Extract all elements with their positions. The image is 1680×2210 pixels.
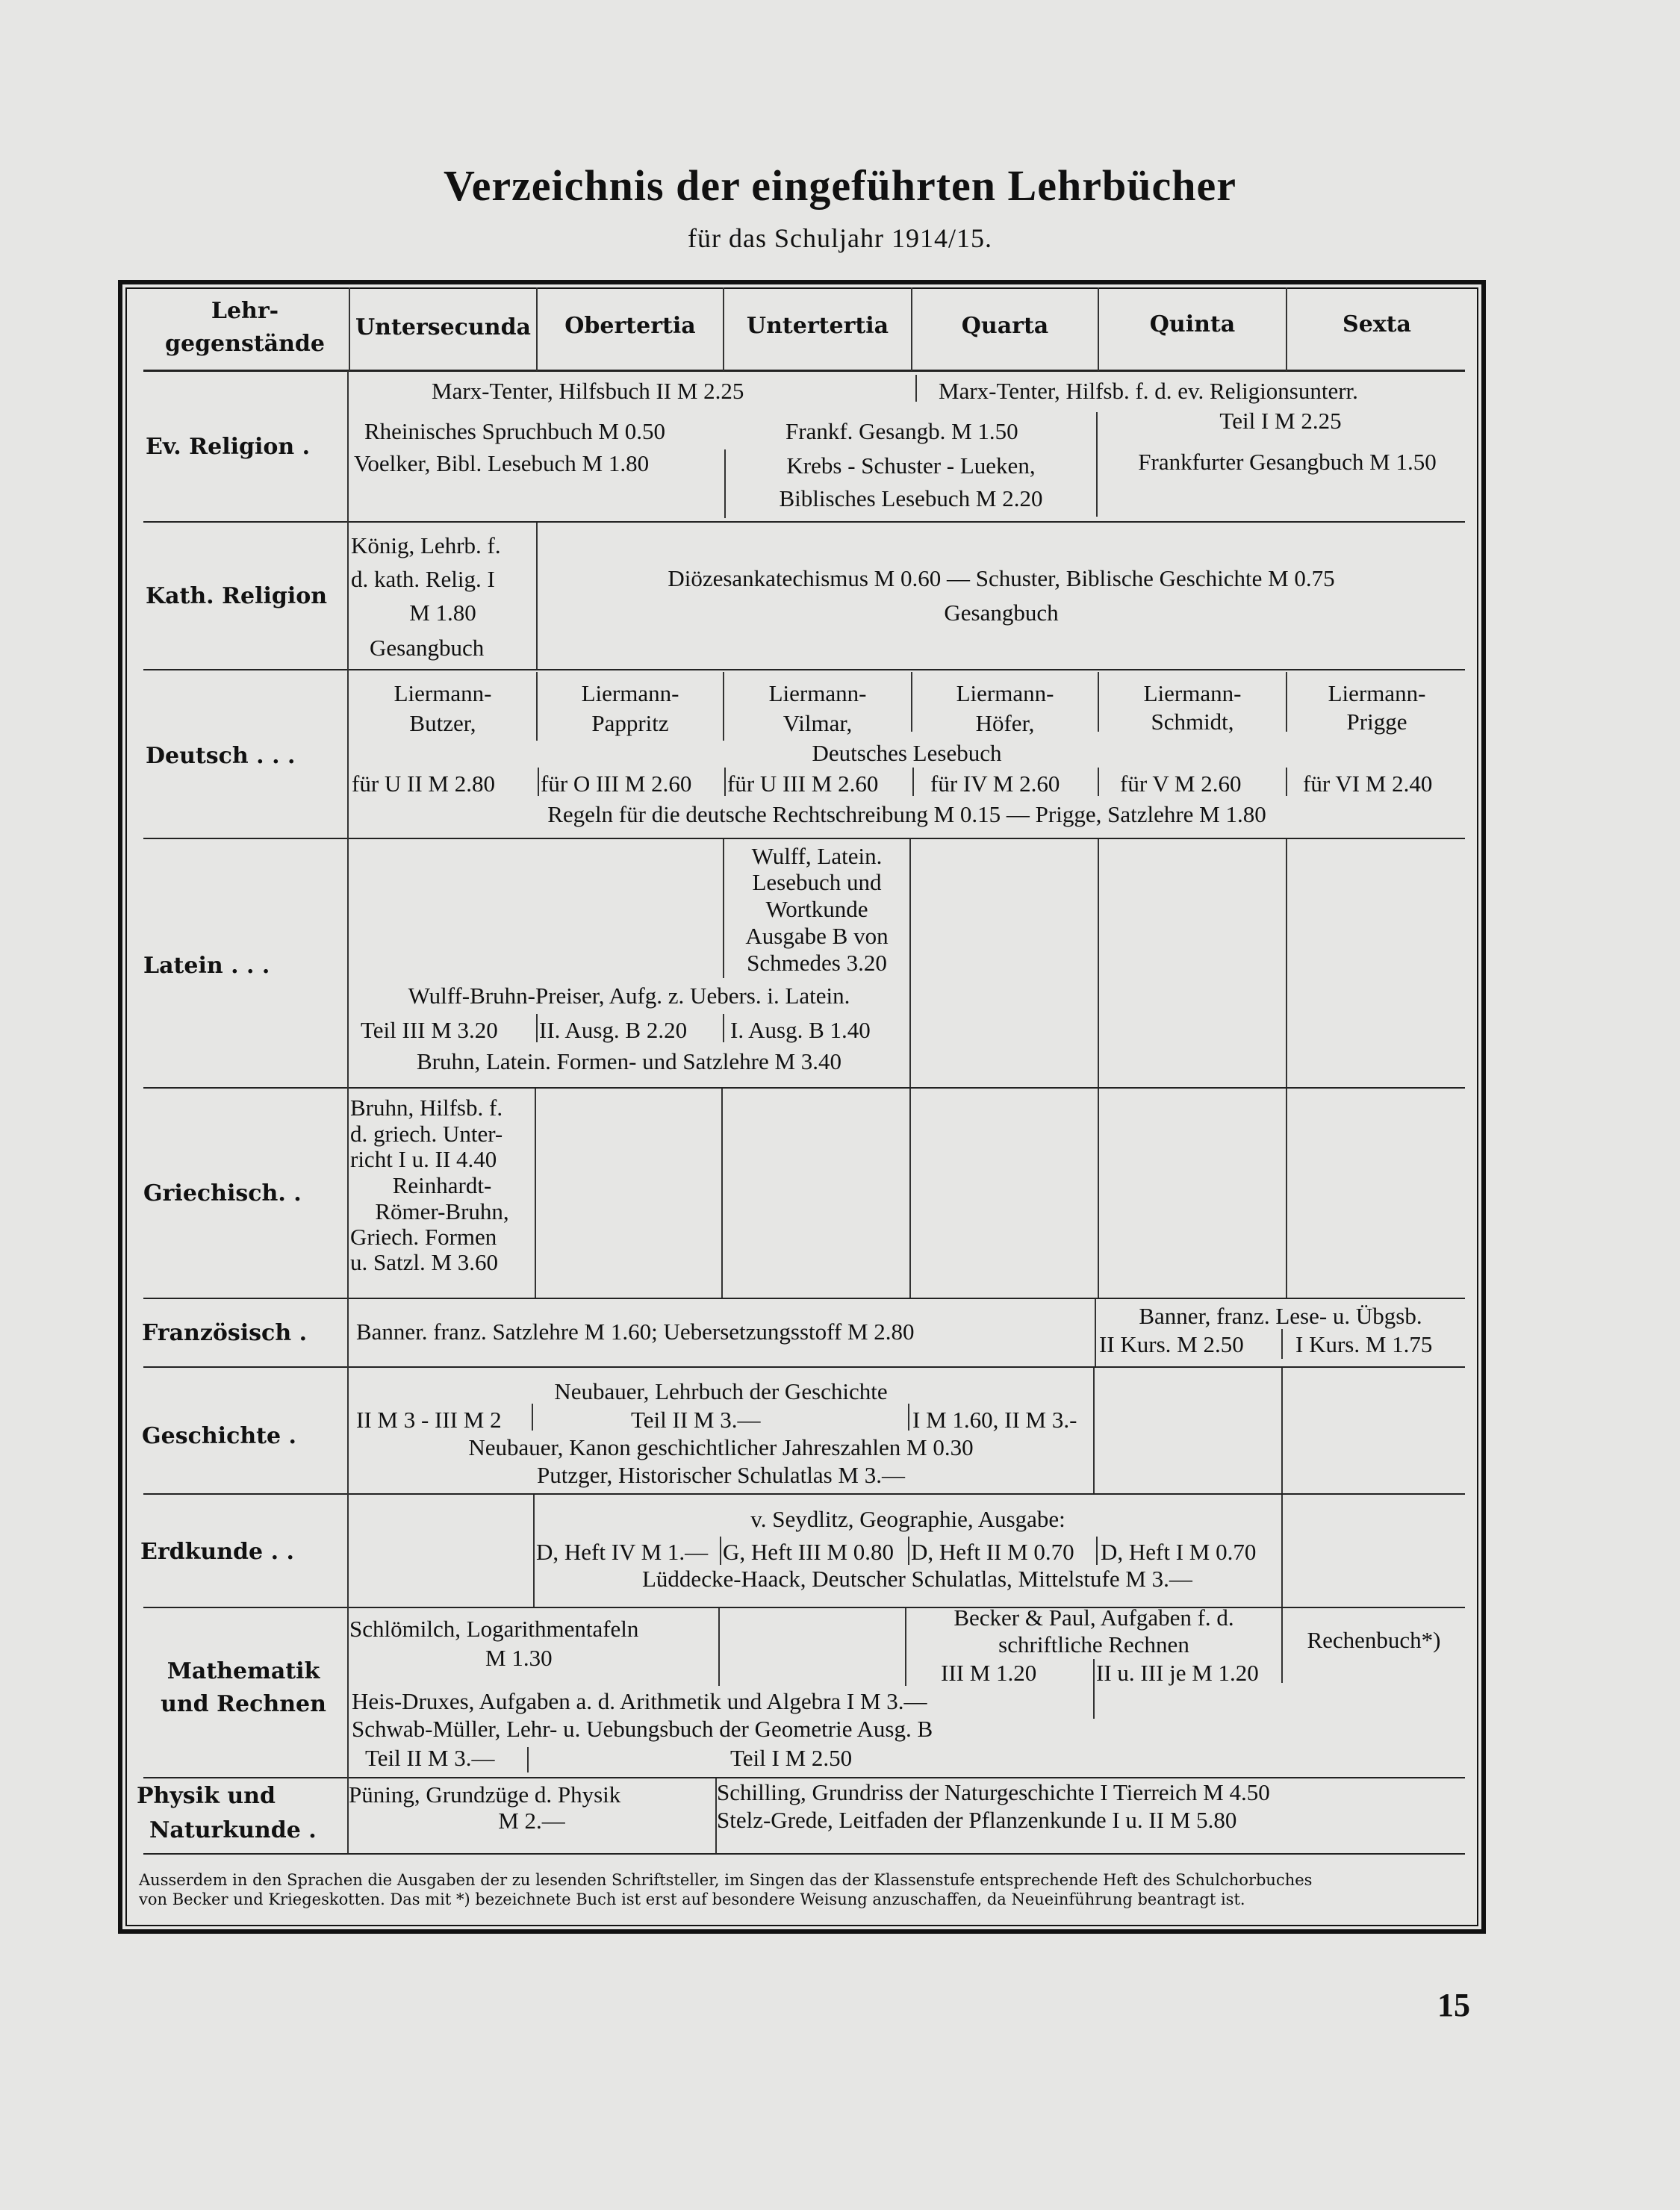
subject-mathematik-2: und Rechnen [161, 1691, 326, 1717]
gesch-line2-a: II M 3 - III M 2 [356, 1407, 502, 1433]
math-h1: Heis-Druxes, Aufgaben a. d. Arithmetik und Algebra I M 3.— [352, 1688, 927, 1714]
cell-divider [721, 1089, 723, 1298]
deutsch-author-2a: Liermann- [581, 680, 679, 706]
ev-line3-a: Voelker, Bibl. Lesebuch M 1.80 [354, 450, 650, 476]
deutsch-author-4b: Höfer, [975, 710, 1035, 736]
cell-divider [908, 1537, 909, 1565]
griech-line-2: d. griech. Unter- [350, 1121, 503, 1147]
kath-b2: Gesangbuch [944, 600, 1059, 626]
deutsch-author-6b: Prigge [1346, 709, 1407, 735]
math-h3a: Teil II M 3.— [365, 1745, 495, 1771]
deutsch-author-2b: Pappritz [591, 710, 669, 736]
math-s1: Schlömilch, Logarithmentafeln [349, 1616, 639, 1642]
cell-divider [909, 1089, 911, 1298]
cell-divider [718, 1608, 720, 1686]
gesch-line2-b: Teil II M 3.— [631, 1407, 761, 1433]
kath-a3: M 1.80 [409, 600, 476, 626]
latein-line2-a: Teil III M 3.20 [361, 1017, 498, 1043]
cell-divider [536, 523, 538, 669]
deutsch-author-4a: Liermann- [956, 680, 1054, 706]
deutsch-author-1b: Butzer, [409, 710, 476, 736]
cell-divider [720, 1537, 721, 1565]
deutsch-author-3b: Vilmar, [783, 710, 853, 736]
cell-divider [1286, 768, 1287, 796]
gesch-line2-c: I M 1.60, II M 3.- [912, 1407, 1077, 1433]
row-divider [143, 1298, 1465, 1299]
deutsch-price-1: für U II M 2.80 [352, 771, 495, 797]
cell-divider [1281, 1368, 1283, 1493]
subject-griechisch: Griechisch. . [143, 1180, 302, 1207]
cell-divider [1093, 1368, 1095, 1493]
cell-divider [723, 1014, 724, 1042]
math-bp2: schriftliche Rechnen [998, 1631, 1189, 1658]
cell-divider [527, 1747, 529, 1772]
math-h3b: Teil I M 2.50 [730, 1745, 853, 1771]
latein-line1: Wulff-Bruhn-Preiser, Aufg. z. Uebers. i. Latein. [408, 983, 850, 1009]
subject-deutsch: Deutsch . . . [146, 743, 296, 769]
row-divider [143, 370, 1465, 372]
cell-divider [724, 768, 726, 796]
subject-physik-1: Physik und [137, 1783, 276, 1809]
kath-a2: d. kath. Relig. I [351, 566, 495, 592]
latein-wulff-3: Wortkunde [765, 896, 868, 922]
erd-line2-a: D, Heft IV M 1.— [536, 1539, 709, 1565]
deutsch-price-5: für V M 2.60 [1120, 771, 1242, 797]
footnote-line-1: Ausserdem in den Sprachen die Ausgaben der zu lesenden Schriftsteller, im Singen das der Klassenstufe entsprechende Heft des Schulchorbuches [139, 1871, 1313, 1889]
header-quinta: Quinta [1149, 311, 1236, 337]
ev-line1-b: Marx-Tenter, Hilfsb. f. d. ev. Religionsunterr. [939, 378, 1358, 404]
header-obertertia: Obertertia [564, 313, 696, 339]
cell-divider [1281, 1495, 1283, 1607]
deutsch-price-2: für O III M 2.60 [541, 771, 692, 797]
subject-physik-2: Naturkunde . [149, 1817, 317, 1843]
kath-a4: Gesangbuch [370, 635, 485, 661]
ev-line3-c: Frankfurter Gesangbuch M 1.50 [1138, 449, 1437, 475]
franz-a: Banner. franz. Satzlehre M 1.60; Uebersetzungsstoff M 2.80 [356, 1319, 915, 1345]
header-subject-1: Lehr- [211, 298, 279, 324]
row-divider [143, 1853, 1465, 1855]
cell-divider [538, 768, 539, 796]
cell-divider [1281, 1329, 1283, 1359]
ev-line2-a: Rheinisches Spruchbuch M 0.50 [364, 418, 665, 444]
deutsch-author-3a: Liermann- [768, 680, 867, 706]
deutsch-price-4: für IV M 2.60 [930, 771, 1060, 797]
row-divider [143, 1493, 1465, 1495]
header-untersecunda: Untersecunda [355, 314, 531, 340]
deutsch-price-6: für VI M 2.40 [1303, 771, 1433, 797]
footnote [139, 1870, 1312, 1909]
griech-line-6: Griech. Formen [350, 1224, 497, 1250]
griech-line-4: Reinhardt- [392, 1172, 492, 1198]
latein-wulff-1: Wulff, Latein. [751, 843, 883, 869]
erd-line3: Lüddecke-Haack, Deutscher Schulatlas, Mittelstufe M 3.— [642, 1566, 1192, 1592]
page-number: 15 [1437, 1987, 1470, 2023]
phys-a1: Püning, Grundzüge d. Physik [349, 1781, 621, 1808]
page-title: Verzeichnis der eingeführten Lehrbücher [444, 161, 1236, 210]
row-divider [143, 521, 1465, 523]
footnote-line-2: von Becker und Kriegeskotten. Das mit *) bezeichnete Buch ist erst auf besondere Weisung anzuschaffen, da Neueinführung beantragt ist. [139, 1890, 1245, 1908]
latein-line2-c: I. Ausg. B 1.40 [730, 1017, 871, 1043]
griech-line-1: Bruhn, Hilfsb. f. [350, 1095, 503, 1121]
math-bp3: III M 1.20 [941, 1660, 1037, 1686]
subject-franzoesisch: Französisch . [142, 1320, 308, 1346]
latein-wulff-4: Ausgabe B von [745, 923, 889, 949]
kath-a1: König, Lehrb. f. [351, 532, 501, 558]
gesch-line4: Putzger, Historischer Schulatlas M 3.— [537, 1462, 905, 1488]
header-quarta: Quarta [961, 313, 1049, 339]
latein-line3: Bruhn, Latein. Formen- und Satzlehre M 3.40 [416, 1048, 842, 1074]
deutsch-lesebuch: Deutsches Lesebuch [812, 740, 1002, 766]
gesch-line1: Neubauer, Lehrbuch der Geschichte [554, 1378, 888, 1404]
erd-line2-b: G, Heft III M 0.80 [723, 1539, 895, 1565]
cell-divider [1096, 1537, 1098, 1565]
latein-wulff-2: Lesebuch und [752, 869, 882, 895]
subject-geschichte: Geschichte . [142, 1423, 296, 1449]
cell-divider [909, 839, 911, 1087]
ev-line2-b: Frankf. Gesangb. M 1.50 [785, 418, 1018, 444]
phys-b1: Schilling, Grundriss der Naturgeschichte I Tierreich M 4.50 [717, 1779, 1270, 1805]
cell-divider [532, 1404, 533, 1431]
erd-line2-d: D, Heft I M 0.70 [1101, 1539, 1257, 1565]
math-bp1: Becker & Paul, Aufgaben f. d. [953, 1604, 1234, 1631]
subject-mathematik-1: Mathematik [167, 1658, 320, 1684]
griech-line-3: richt I u. II 4.40 [350, 1146, 497, 1172]
deutsch-author-1a: Liermann- [393, 680, 492, 706]
subject-ev-religion: Ev. Religion . [146, 434, 311, 460]
math-rechenbuch: Rechenbuch*) [1307, 1627, 1441, 1653]
row-divider [143, 1366, 1465, 1368]
math-s2: M 1.30 [485, 1645, 553, 1671]
cell-divider [1286, 839, 1287, 1087]
kath-b1: Diözesankatechismus M 0.60 — Schuster, Biblische Geschichte M 0.75 [668, 565, 1335, 591]
header-untertertia: Untertertia [746, 313, 889, 339]
franz-c: II Kurs. M 2.50 [1099, 1331, 1244, 1357]
cell-divider [1098, 768, 1099, 796]
math-h2: Schwab-Müller, Lehr- u. Uebungsbuch der Geometrie Ausg. B [352, 1716, 933, 1742]
cell-divider [1093, 1659, 1095, 1719]
phys-b2: Stelz-Grede, Leitfaden der Pflanzenkunde I u. II M 5.80 [717, 1807, 1237, 1833]
subject-col-divider [347, 371, 349, 1853]
ev-line1-a: Marx-Tenter, Hilfsbuch II M 2.25 [432, 378, 744, 404]
cell-divider [1286, 1089, 1287, 1298]
math-bp4: II u. III je M 1.20 [1096, 1660, 1259, 1686]
cell-divider [536, 1014, 538, 1042]
griech-line-7: u. Satzl. M 3.60 [350, 1249, 499, 1275]
deutsch-author-5a: Liermann- [1143, 680, 1242, 706]
deutsch-author-5b: Schmidt, [1151, 709, 1234, 735]
subject-erdkunde: Erdkunde . . [140, 1539, 294, 1565]
deutsch-regeln: Regeln für die deutsche Rechtschreibung M 0.15 — Prigge, Satzlehre M 1.80 [547, 801, 1266, 827]
latein-wulff-5: Schmedes 3.20 [747, 950, 887, 976]
latein-line2-b: II. Ausg. B 2.20 [539, 1017, 688, 1043]
phys-a2: M 2.— [498, 1808, 565, 1834]
ev-line3-b: Krebs - Schuster - Lueken, [786, 452, 1036, 479]
deutsch-price-3: für U III M 2.60 [727, 771, 879, 797]
row-divider [143, 1087, 1465, 1089]
header-sexta: Sexta [1343, 311, 1411, 337]
ev-line4: Biblisches Lesebuch M 2.20 [779, 485, 1043, 511]
cell-divider [912, 768, 914, 796]
cell-divider [1098, 839, 1099, 1087]
deutsch-author-6a: Liermann- [1328, 680, 1426, 706]
gesch-line3: Neubauer, Kanon geschichtlicher Jahreszahlen M 0.30 [468, 1434, 974, 1460]
erd-line1: v. Seydlitz, Geographie, Ausgabe: [750, 1506, 1065, 1532]
cell-divider [1098, 1089, 1099, 1298]
cell-divider [908, 1404, 909, 1431]
page-subtitle: für das Schuljahr 1914/15. [688, 223, 992, 253]
griech-line-5: Römer-Bruhn, [375, 1198, 509, 1224]
subject-latein: Latein . . . [143, 953, 270, 979]
erd-line2-c: D, Heft II M 0.70 [911, 1539, 1074, 1565]
row-divider [143, 838, 1465, 839]
cell-divider [915, 375, 917, 402]
franz-b: Banner, franz. Lese- u. Übgsb. [1139, 1303, 1422, 1329]
row-divider [143, 669, 1465, 670]
header-subject-2: gegenstände [165, 331, 325, 357]
franz-d: I Kurs. M 1.75 [1295, 1331, 1433, 1357]
subject-kath-religion: Kath. Religion [146, 583, 328, 609]
ev-line2-c: Teil I M 2.25 [1219, 408, 1342, 434]
